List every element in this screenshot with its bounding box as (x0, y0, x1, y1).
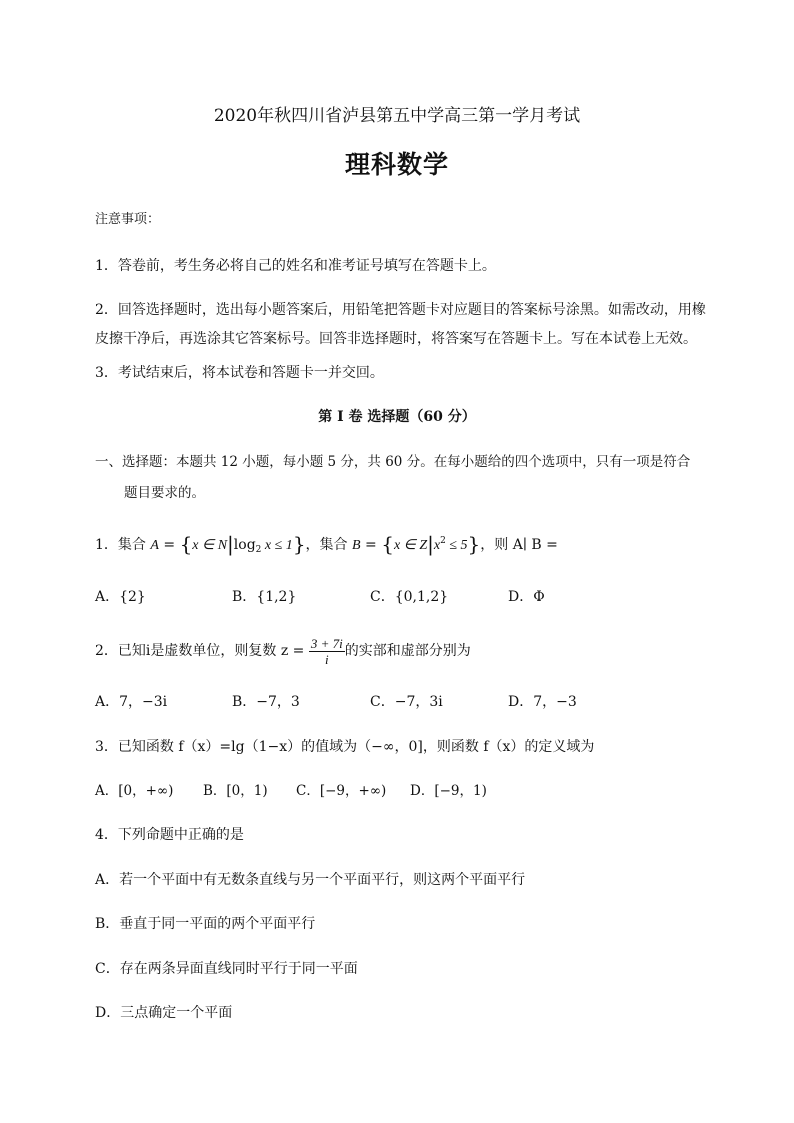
q3-option-c: C．[−9，+∞) (296, 783, 387, 799)
q1-log-base: 2 (255, 545, 262, 555)
q1-set-a-rest: x ≤ 1 (261, 538, 293, 553)
question-1: 1．集合 A = {x ∈ $N|\log_2$ x ≤ 1}，集合 B = {x ∈ $Z|x^2 \le 5$}，则 A∣ B = (95, 532, 558, 556)
q2-prefix: 2．已知i是虚数单位，则复数 z = (95, 643, 309, 659)
q1-suffix: ，则 A∣ B = (480, 537, 558, 553)
section-instructions-cont: 题目要求的。 (124, 485, 205, 501)
q4-option-d: D．三点确定一个平面 (95, 1005, 233, 1021)
note-item-1: 1．答卷前，考生务必将自己的姓名和准考证号填写在答题卡上。 (95, 258, 496, 274)
q1-set-a-name: A (150, 538, 159, 553)
q4-option-b: B．垂直于同一平面的两个平面平行 (95, 916, 316, 932)
q2-denominator: i (324, 651, 329, 667)
q1-set-b-exp: 2 (440, 536, 446, 546)
q1-prefix: 1．集合 (95, 537, 151, 553)
q2-option-a: A．7，−3i (95, 694, 168, 710)
q1-set-b-rest: ≤ 5 (445, 538, 468, 553)
question-3: 3．已知函数 f（x）=lg（1−x）的值域为（−∞，0]，则函数 f（x）的定义域为 (95, 739, 595, 755)
q3-option-b: B．[0，1) (203, 783, 268, 799)
q1-option-c: C．{0,1,2} (370, 589, 449, 605)
exam-title: 2020年秋四川省泸县第五中学高三第一学月考试 (213, 106, 581, 126)
note-item-3: 3．考试结束后，将本试卷和答题卡一并交回。 (95, 365, 384, 381)
q1-mid: ，集合 (305, 537, 352, 553)
q1-set-b-name: B (352, 538, 361, 553)
section-heading: 第 I 卷 选择题（60 分） (318, 409, 476, 425)
subject-title: 理科数学 (344, 150, 449, 179)
question-2 (95, 633, 471, 669)
q4-option-a: A．若一个平面中有无数条直线与另一个平面平行，则这两个平面平行 (95, 872, 526, 888)
question-4: 4．下列命题中正确的是 (95, 827, 244, 843)
q1-option-b: B．{1,2} (232, 589, 297, 605)
q2-fraction (309, 636, 345, 667)
notes-heading: 注意事项： (95, 212, 161, 227)
q2-option-d: D．7，−3 (508, 694, 577, 710)
q1-option-a: A．{2} (95, 589, 146, 605)
section-instructions: 一、选择题：本题共 12 小题，每小题 5 分，共 60 分。在每小题给的四个选项中，只有一项是符合 (95, 454, 691, 470)
q2-option-c: C．−7，3i (370, 694, 443, 710)
q3-option-d: D．[−9，1) (410, 783, 487, 799)
note-item-2: 2．回答选择题时，选出每小题答案后，用铅笔把答题卡对应题目的答案标号涂黑。如需改动，用橡 (95, 302, 706, 318)
q1-log: log (233, 537, 256, 553)
q1-option-d: D．Φ (508, 589, 545, 605)
q1-set-b-cond: x ∈ Z (393, 538, 428, 553)
q2-numerator: 3 + 7i (310, 635, 343, 651)
q1-set-a-cond: x ∈ N (192, 538, 228, 553)
q4-option-c: C．存在两条异面直线同时平行于同一平面 (95, 961, 358, 977)
q2-suffix: 的实部和虚部分别为 (344, 643, 471, 659)
q1-set-b-x: x (433, 538, 441, 553)
q2-option-b: B．−7，3 (232, 694, 300, 710)
q3-option-a: A．[0，+∞) (95, 783, 174, 799)
note-item-2-cont: 皮擦干净后，再选涂其它答案标号。回答非选择题时，将答案写在答题卡上。写在本试卷上无效。 (95, 331, 697, 347)
